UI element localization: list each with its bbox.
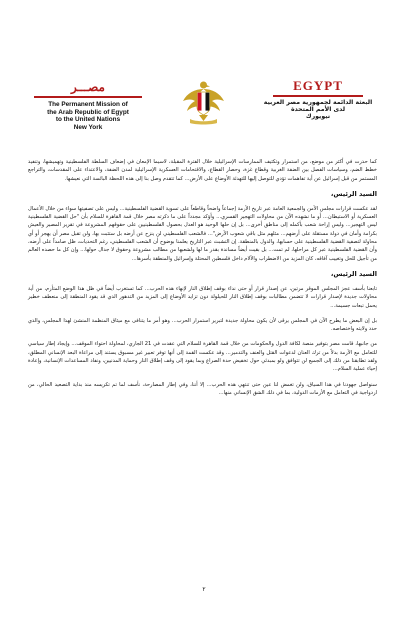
letterhead [0, 0, 409, 131]
egypt-eagle-emblem-icon [181, 79, 226, 125]
arabic-letterhead-line-3: نيويورك [305, 113, 331, 121]
paragraph-1: كما حذرت في أكثر من موضع، من استمرار وتكثيف الممارسات الإسرائيلية خلال الفترة المقبلة، لاسيما الإمعان في إضعاف السلطة الفلسطينية وتهميشها، وتنفيذ خطط الضم، وسياسات الفصل بين الضفة الغربية وقطاع غزة، وحصار القطاع، والاقتحامات العسكرية الإسرائيلية لمدن الضفة، والاعتداء على المقدسات، والتراجع المستمر من قبل إسرائيل عن أية تفاهمات تؤدي للتوصل إليها للتهدئة الأوضاع على الأرض... كما تتقدم وصل بنا إلى هذه اللحظة البائسة التي نعيشها. [28, 159, 377, 182]
misr-wordmark: مصـــر [70, 80, 105, 94]
salutation-heading: السيد الرئيس، [330, 269, 377, 278]
english-letterhead [28, 80, 148, 131]
divider [34, 96, 142, 98]
paragraph-5: من جانبها، قامت مصر بتوفير منصة لكافة الدول والحكومات من خلال قمة القاهرة للسلام التي عقدت في 21 الجاري، لمحاولة احتواء الموقف... وإيجاد إطار سياسي للتعامل مع الأزمة بدلاً من ترك العنان لدعوات القتل والعنف والتدمير... وقد عكست القمة إلى أنها توفر تعبير غير مسبوق يستند إلى مراعاة البعد الإنساني المطلق، ولقد تطابقنا من ذلك إلى الجميع لن تتوافق ولو بمبدئي حول تخفيض حدة الصراع وبما يقود إلى وقف إطلاق النار وحماية المدنيين، ونفاذ المساعدات الإنسانية، وإعادة إحياء عملية السلام... [28, 341, 377, 373]
divider [273, 95, 363, 97]
letterhead-line-2: the Arab Republic of Egypt [47, 108, 129, 116]
paragraph-2: لقد عكست قرارات مجلس الأمن والجمعية العامة عبر تاريخ الأزمة إجماعاً واضحاً وقاطعاً على تسوية القضية الفلسطينية... وليس على تصفيتها سواء من خلال الأعمال العسكرية أو الاستيطان... أو ما نشهده الآن من محاولات التهجير القسري... وأؤكد مجدداً على ما ذكرته مصر خلال قمة القاهرة للسلام بأن "حل القضية الفلسطينية ليس التهجير... وليس إزاحة شعب بأكمله إلى مناطق أخرى... بل إن حلها الوحيد هو العدل بحصول الفلسطينيين على حقوقهم المشروعة في تقرير المصير والعيش بكرامة وأمان في دولة مستقلة على أرضهم... مثلهم مثل باقي شعوب الأرض"... فالشعب الفلسطيني لن ينزح عن أرضه بل ستثبت بها، ولن تقبل مصر أن يهجر أو أي محاولة لتصفية القضية الفلسطينية على حسابها، والدول بالمنطقة. إن التشبث عبر التاريخ يعلمنا بوضوح أن الشعب الفلسطيني، رغم التحديات، ظل صامداً على أرضه، وأن القضية الفلسطينية عبر كل مراحلها، لم تمت... بل بقيت أيضاً مساندة بقدر ما لها ولشعبها من مطالب مشروعة وحقوق لا جدال حولها... وإن كل ما حصده العالم من تأجيل للحل وتغييب آفاقه، كان المزيد من الاضطراب والآلام داخل فلسطين المحتلة وإسرائيل والمنطقة بأسرها... [28, 205, 377, 262]
arabic-letterhead [263, 78, 373, 121]
letterhead-line-4: New York [73, 123, 103, 131]
page-number: ٢ [202, 586, 206, 593]
paragraph-4: بل إن البعض ما يطرح الآن في المجلس يرقى لأن يكون محاولة جديدة لتبرير استمرار الحرب... وهو أمر ما يتنافى مع ميثاق المنظمة المنشئ لهذا المجلس، والذي حدد ولايته واختصاصه. [28, 317, 377, 333]
egypt-wordmark: EGYPT [293, 78, 343, 93]
arabic-letterhead-line-2: لدى الأمم المتحدة [290, 105, 346, 113]
statement-body [28, 158, 377, 404]
arabic-letterhead-line-1: البعثة الدائمة لجمهورية مصر العربية [263, 98, 373, 106]
letterhead-line-1: The Permanent Mission of [48, 101, 128, 108]
letterhead-line-3: to the United Nations [55, 116, 121, 124]
paragraph-6: سنواصل جهودنا في هذا السياق، ولن تغمض لنا عين حتى تنتهي هذه الحرب... إلا أننا، وفي إطار المصارحة، نأسف لما تم تكريسه منذ بداية التصعيد الحالي، من ازدواجية في التعامل مع الأزمات الدولية، بما في ذلك الشق الإنساني منها... [28, 381, 377, 396]
salutation-heading: السيد الرئيس، [330, 189, 377, 198]
paragraph-3: تابعنا بأسف عجز المجلس الموقر مرتين، عن إصدار قرار أو حتى نداء بوقف إطلاق النار لإنهاء هذه الحرب... كما تستغرب أيضاً في ظل هذا الوضع المتأزم، من أية محاولات جديدة لإصدار قرارات لا تتضمن مطالبات بوقف إطلاق النار للحيلولة دون تزايد الأوضاع إلى المزيد من التدهور الذي قد يقود المنطقة إلى منعطف خطير يحمل تبعات جسيمة... [28, 285, 377, 309]
